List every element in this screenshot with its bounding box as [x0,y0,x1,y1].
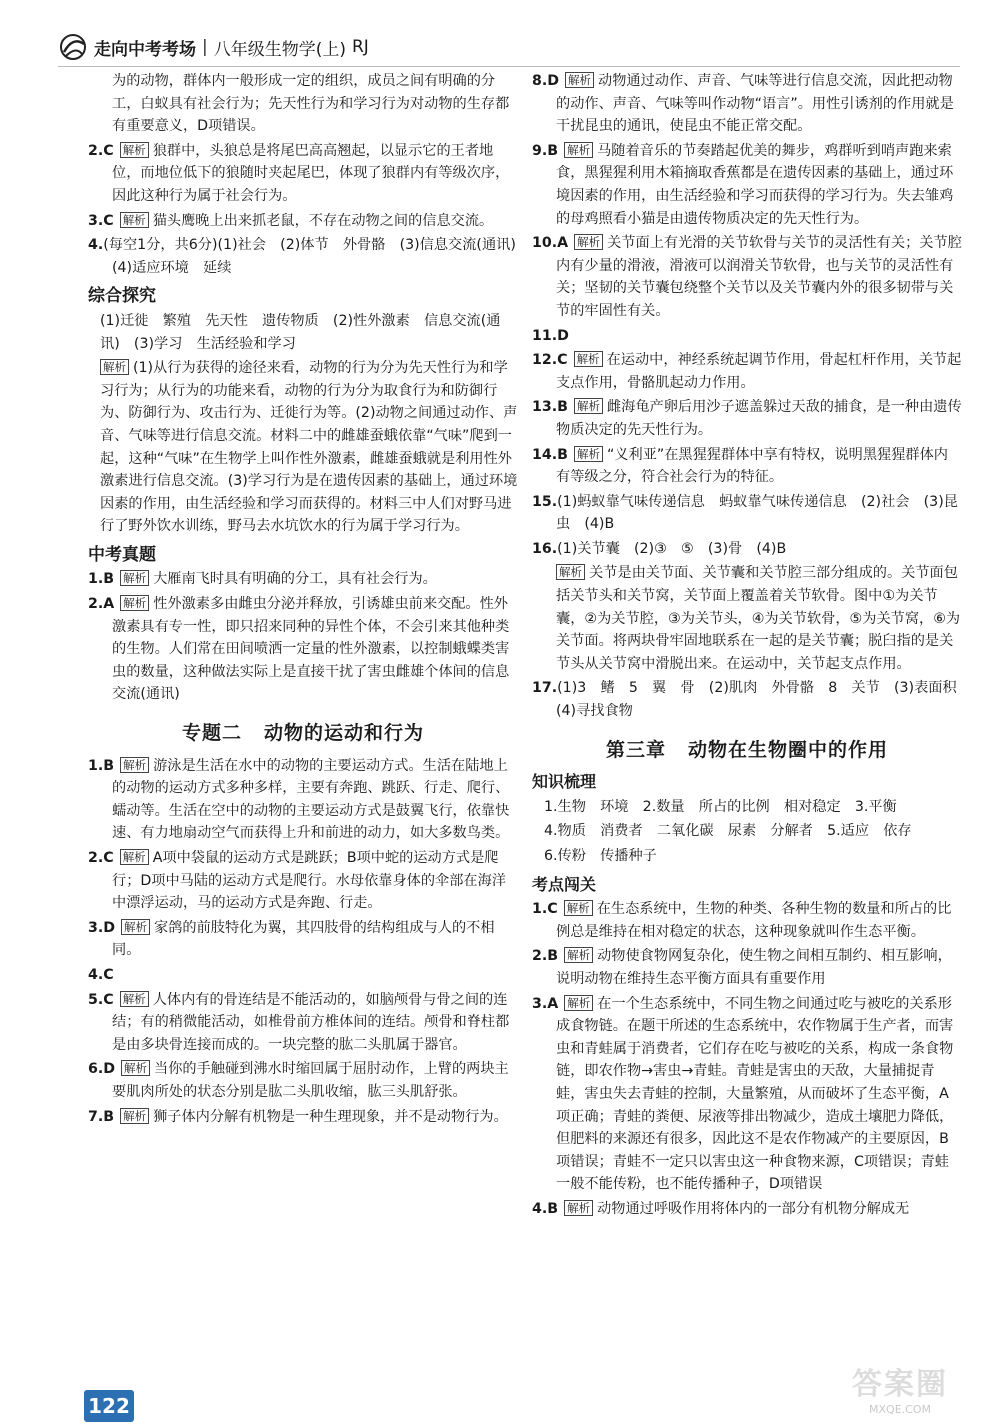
book-subject: 八年级生物学(上) [213,39,346,60]
analysis-badge: 解析 [120,595,149,611]
analysis-badge: 解析 [100,359,129,375]
header-rule [58,66,960,67]
answer-item: 6.D 解析 当你的手触碰到沸水时缩回属于屈肘动作，上臂的两块主要肌肉所处的状态分别是肱二头肌收缩，肱三头肌舒张。 [88,1061,509,1100]
answer-item: 2.B 解析 动物使食物网复杂化，使生物之间相互制约、相互影响，说明动物在维持生态平衡方面具有重要作用 [532,948,952,987]
answer-item: 1.B 解析 大雁南飞时具有明确的分工，具有社会行为。 [88,571,437,588]
answer-item: 7.B 解析 狮子体内分解有机物是一种生理现象，并不是动物行为。 [88,1108,508,1125]
running-header [58,30,369,64]
section-heading-exam: 中考真题 [88,544,156,565]
answer-item: 5.C 解析 人体内有的骨连结是不能活动的，如脑颅骨与骨之间的连结；有的稍微能活动，如椎骨前方椎体间的连结。颅骨和脊柱都是由多块骨连接而成的。一块完整的肱二头肌属于器官。 [88,991,510,1053]
answer-item: 4.C [88,966,114,983]
answer-item: 17.(1)3 鳍 5 翼 骨 (2)肌肉 外骨骼 8 关节 (3)表面积 (4)寻找食物 [532,680,971,720]
chapter-heading: 第三章 动物在生物圈中的作用 [605,738,889,761]
explore-explanation: 解析 (1)从行为获得的途径来看，动物的行为分为先天性行为和学习行为；从行为的功能来看，动物的行为分为取食行为和防御行为、防御行为、攻击行为、迁徙行为等。(2)动物之间通过动作、声音、气味等进行信息交流。材料二中的雌雄蚕蛾依靠“气味”爬到一起，这种“气味”在生物学上叫作性外激素，雌雄蚕蛾就是利用性外激素进行信息交流。(3)学习行为是在遗传因素的基础上，通过环境因素的作用，由生活经验和学习而获得的。材料三中人们对野马进行了野外饮水训练，野马去水坑饮水的行为属于学习行为。 [100,360,518,535]
analysis-badge: 解析 [120,212,149,228]
analysis-badge: 解析 [574,398,603,414]
section-heading-explore: 综合探究 [88,286,156,307]
answer-item: 1.C 解析 在生态系统中，生物的种类、各种生物的数量和所占的比例总是维持在相对稳定的状态，这种现象就叫作生态平衡。 [532,901,952,940]
chapter-heading: 专题二 动物的运动和行为 [181,722,425,745]
header-separator: | [202,37,208,57]
analysis-badge: 解析 [574,351,603,367]
intro-continuation: 为的动物，群体内一般形成一定的组织，成员之间有明确的分工，白蚁具有社会行为；先天性行为和学习行为对动物的生存都有重要意义，D项错误。 [112,73,510,135]
analysis-badge: 解析 [120,991,149,1007]
answer-item: 3.D 解析 家鸽的前肢特化为翼，其四肢骨的结构组成与人的不相同。 [88,919,495,959]
answer-item: 15.(1)蚂蚁靠气味传递信息 蚂蚁靠气味传递信息 (2)社会 (3)昆虫 (4)B [532,493,958,533]
answer-item: 2.C 解析 A项中袋鼠的运动方式是跳跃；B项中蛇的运动方式是爬行；D项中马陆的运动方式是爬行。水母依靠身体的伞部在海洋中漂浮运动，马的运动方式是奔跑、行走。 [88,850,506,912]
page-number: 122 [84,1390,134,1422]
analysis-badge: 解析 [120,570,149,586]
book-edition: RJ [352,37,369,57]
analysis-badge: 解析 [120,1108,149,1124]
knowledge-line: 4.物质 消费者 二氧化碳 尿素 分解者 5.适应 依存 [544,823,912,840]
answer-item: 10.A 解析 关节面上有光滑的关节软骨与关节的灵活性有关；关节腔内有少量的滑液，滑液可以润滑关节软骨，也与关节的灵活性有关；坚韧的关节囊包绕整个关节以及关节囊内外的很多韧带与关节的牢固性有关。 [532,235,962,319]
answer-item: 3.C 解析 猫头鹰晚上出来抓老鼠，不存在动物之间的信息交流。 [88,212,494,229]
answer-item: 13.B 解析 雌海龟产卵后用沙子遮盖躲过天敌的捕食，是一种由遗传物质决定的先天性行为。 [532,399,962,438]
analysis-badge: 解析 [120,757,149,773]
answer-item: 11.D [532,327,569,344]
analysis-badge: 解析 [120,849,149,865]
answer-item: 2.C 解析 狼群中，头狼总是将尾巴高高翘起，以显示它的王者地位，而地位低下的狼随时夹起尾巴，体现了狼群内有等级次序，因此这种行为属于社会行为。 [88,142,510,204]
right-column [532,70,971,1223]
answer-item: 4.(每空1分，共6分)(1)社会 (2)体节 外骨骼 (3)信息交流(通讯) (4)适应环境 延续 [88,237,531,276]
analysis-badge: 解析 [564,1200,593,1216]
knowledge-line: 6.传粉 传播种子 [544,848,657,864]
answer-item: 14.B 解析 “义利亚”在黑猩猩群体中享有特权，说明黑猩猩群体内有等级之分，符合社会行为的特征。 [532,446,948,486]
knowledge-line: 1.生物 环境 2.数量 所占的比例 相对稳定 3.平衡 [544,798,897,815]
analysis-badge: 解析 [565,72,594,88]
analysis-badge: 解析 [564,947,593,963]
section-heading-checkpoint: 考点闯关 [532,874,597,894]
analysis-badge: 解析 [564,142,593,158]
answer-explanation: 解析 关节是由关节面、关节囊和关节腔三部分组成的。关节面包括关节头和关节窝，关节面上覆盖着关节软骨。图中①为关节囊，②为关节腔，③为关节头，④为关节软骨，⑤为关节窝，⑥为关节面。将两块骨牢固地联系在一起的是关节囊；脱臼指的是关节头从关节窝中滑脱出来。在运动中，关节起支点作用。 [556,565,961,672]
answer-item: 1.B 解析 游泳是生活在水中的动物的主要运动方式。生活在陆地上的动物的运动方式多种多样，主要有奔跑、跳跃、行走、爬行、蠕动等。生活在空中的动物的主要运动方式是鼓翼飞行，依靠快速、有力地扇动空气而获得上升和前进的动力，如大多数鸟类。 [88,757,510,842]
answer-item: 9.B 解析 马随着音乐的节奏踏起优美的舞步，鸡群听到哨声跑来索食，黑猩猩利用木箱摘取香蕉都是在遗传因素的基础上，通过环境因素的作用，由生活经验和学习而获得的学习行为。失去雏鸡的母鸡照看小猫是由遗传物质决定的先天性行为。 [532,142,954,227]
answer-item: 16.(1)关节囊 (2)③ ⑤ (3)骨 (4)B [532,540,787,557]
answer-item: 2.A 解析 性外激素多由雌虫分泌并释放，引诱雄虫前来交配。性外激素具有专一性，即只招来同种的异性个体，不会引来其他种类的生物。人们常在田间喷洒一定量的性外激素，以控制蛾蝶类害虫的数量，这种做法实际上是直接干扰了害虫雌雄个体间的信息交流(通讯) [88,596,510,703]
left-column [88,70,531,1130]
analysis-badge: 解析 [120,142,149,158]
analysis-badge: 解析 [574,446,603,462]
analysis-badge: 解析 [121,1060,150,1076]
analysis-badge: 解析 [556,564,585,580]
answer-item: 8.D 解析 动物通过动作、声音、气味等进行信息交流，因此把动物的动作、声音、气味等叫作动物“语言”。用性引诱剂的作用就是干扰昆虫的通讯，使昆虫不能正常交配。 [532,73,954,135]
answer-item: 4.B 解析 动物通过呼吸作用将体内的一部分有机物分解成无 [532,1200,910,1217]
answer-item: 3.A 解析 在一个生态系统中，不同生物之间通过吃与被吃的关系形成食物链。在题干所述的生态系统中，农作物属于生产者，而害虫和青蛙属于消费者，它们存在吃与被吃的关系，构成一条食物链，即农作物→害虫→青蛙。青蛙是害虫的天敌，大量捕捉青蛙，害虫失去青蛙的控制，大量繁殖，从而破坏了生态平衡，A项正确；青蛙的粪便、尿液等排出物减少，造成土壤肥力降低，但肥料的来源还有很多，因此这不是农作物减产的主要原因，B项错误；青蛙不一定只以害虫这一种食物来源，C项错误；青蛙一般不能传粉，也不能传播种子，D项错误 [532,995,954,1193]
analysis-badge: 解析 [564,900,593,916]
section-heading-knowledge: 知识梳理 [532,772,597,792]
analysis-badge: 解析 [121,919,150,935]
answer-item: 12.C 解析 在运动中，神经系统起调节作用，骨起杠杆作用，关节起支点作用，骨骼肌起动力作用。 [532,352,962,391]
watermark-logo: 答案圈 MXQE.COM [852,1367,948,1416]
analysis-badge: 解析 [574,234,603,250]
analysis-badge: 解析 [564,995,593,1011]
explore-answer: (1)迁徙 繁殖 先天性 遗传物质 (2)性外激素 信息交流(通讯) (3)学习 生活经验和学习 [100,312,501,352]
book-logo-icon [58,32,88,62]
book-title: 走向中考考场 [94,39,196,60]
